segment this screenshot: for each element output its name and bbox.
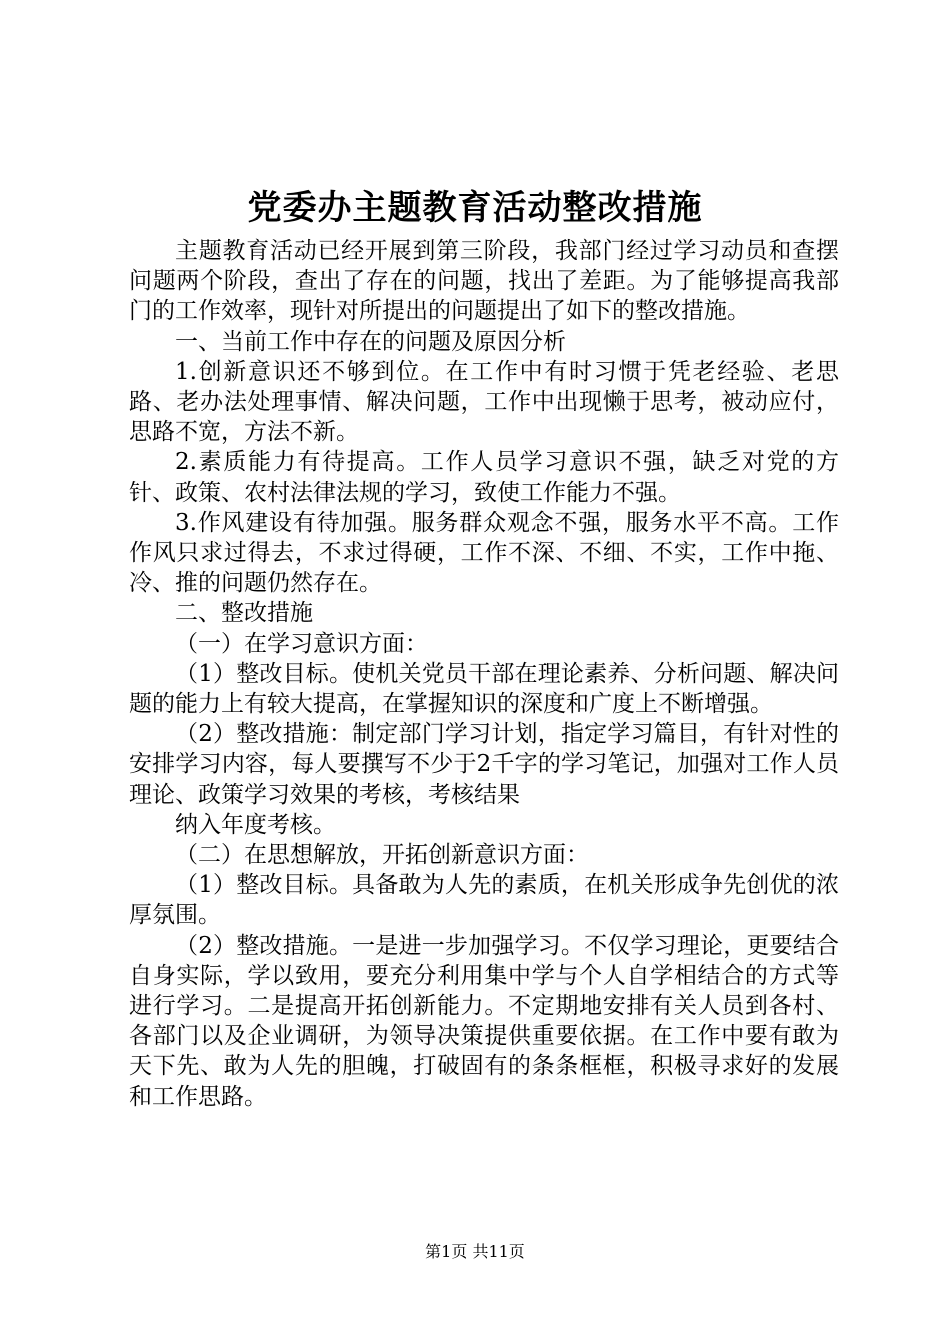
- subsection-heading-study: （一）在学习意识方面：: [175, 630, 428, 657]
- paragraph-innovation-measures: （2）整改措施。一是进一步加强学习。不仅学习理论，更要结合自身实际，学以致用，要充分利用集中学与个人自学相结合的方式等进行学习。二是提高开拓创新能力。不定期地安排有关人员到各村、各部门以及企业调研，为领导决策提供重要依据。在工作中要有敢为天下先、敢为人先的胆魄，打破固有的条条框框，积极寻求好的发展和工作思路。: [129, 932, 839, 1110]
- paragraph-problem-3: 3.作风建设有待加强。服务群众观念不强，服务水平不高。工作作风只求过得去，不求过得硬，工作不深、不细、不实，工作中拖、冷、推的问题仍然存在。: [129, 509, 839, 597]
- paragraph-intro: 主题教育活动已经开展到第三阶段，我部门经过学习动员和查摆问题两个阶段，查出了存在的问题，找出了差距。为了能够提高我部门的工作效率，现针对所提出的问题提出了如下的整改措施。: [129, 238, 839, 325]
- paragraph-problem-2: 2.素质能力有待提高。工作人员学习意识不强，缺乏对党的方针、政策、农村法律法规的学习，致使工作能力不强。: [129, 449, 839, 506]
- document-body: [129, 236, 839, 1112]
- page-footer: 第1页 共11页: [425, 1242, 525, 1261]
- paragraph-innovation-goal: （1）整改目标。具备敢为人先的素质，在机关形成争先创优的浓厚氛围。: [129, 872, 839, 929]
- subsection-heading-innovation: （二）在思想解放，开拓创新意识方面：: [175, 842, 589, 869]
- paragraph-study-measures: （2）整改措施：制定部门学习计划，指定学习篇目，有针对性的安排学习内容，每人要撰写不少于2千字的学习笔记，加强对工作人员理论、政策学习效果的考核，考核结果: [129, 721, 839, 808]
- paragraph-study-goal: （1）整改目标。使机关党员干部在理论素养、分析问题、解决问题的能力上有较大提高，在掌握知识的深度和广度上不断增强。: [129, 660, 839, 718]
- section-heading-problems: 一、当前工作中存在的问题及原因分析: [175, 328, 566, 355]
- paragraph-problem-1: 1.创新意识还不够到位。在工作中有时习惯于凭老经验、老思路、老办法处理事情、解决问题，工作中出现懒于思考，被动应付，思路不宽，方法不新。: [129, 358, 839, 446]
- paragraph-study-measures-cont: 纳入年度考核。: [175, 811, 336, 838]
- document-title: 党委办主题教育活动整改措施: [247, 188, 703, 228]
- section-heading-measures: 二、整改措施: [175, 600, 313, 627]
